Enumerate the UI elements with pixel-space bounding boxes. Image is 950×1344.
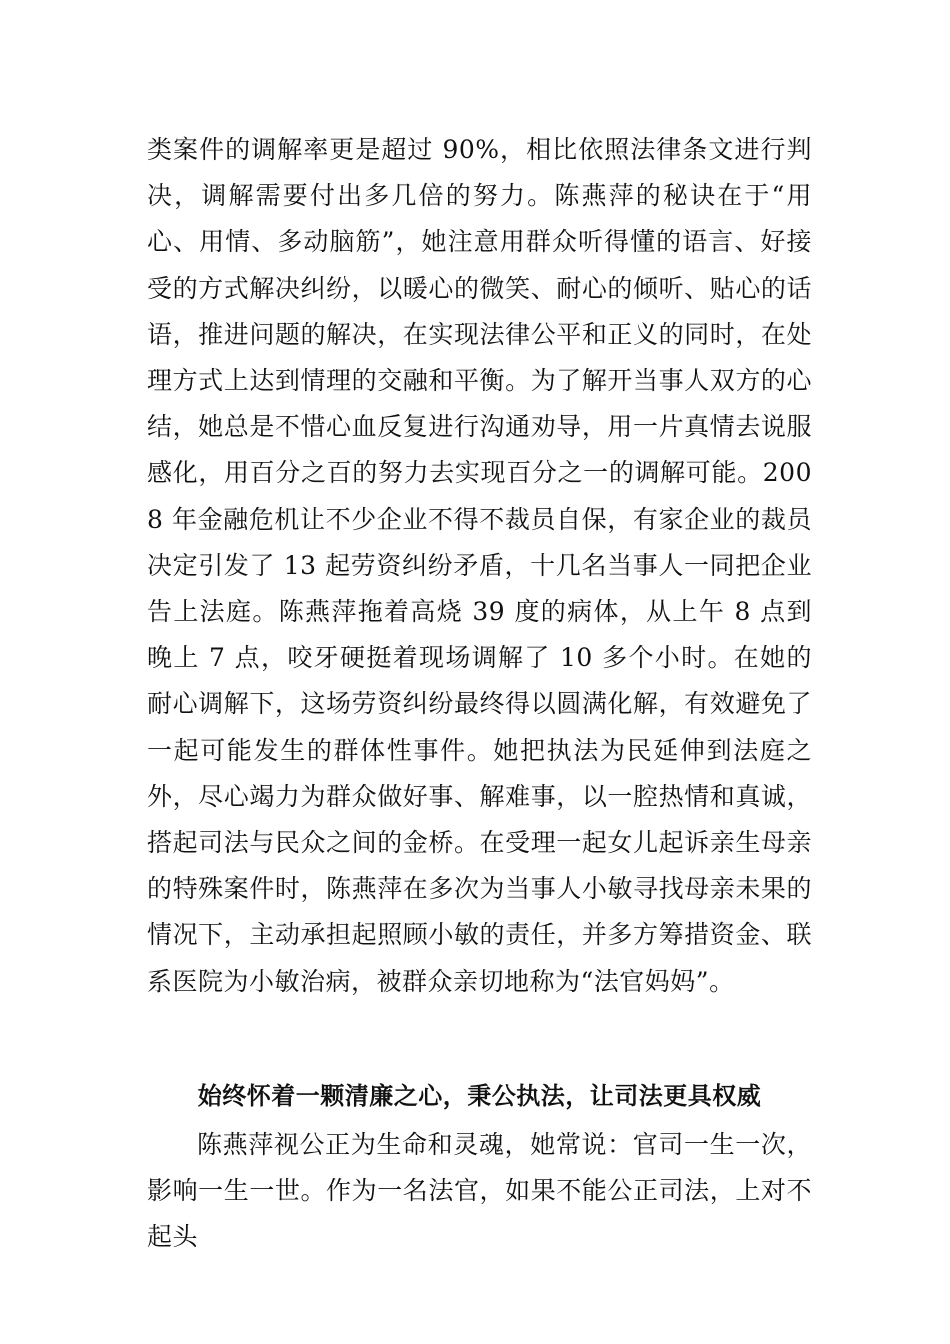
body-paragraph-2: 陈燕萍视公正为生命和灵魂，她常说：官司一生一次，影响一生一世。作为一名法官，如果不能公正司法，上对不起头: [147, 1130, 812, 1252]
body-paragraph-1: 类案件的调解率更是超过 90%，相比依照法律条文进行判决，调解需要付出多几倍的努力。陈燕萍的秘诀在于“用心、用情、多动脑筋”，她注意用群众听得懂的语言、好接受的方式解决纠纷，以暖心的微笑、耐心的倾听、贴心的话语，推进问题的解决，在实现法律公平和正义的同时，在处理方式上达到情理的交融和平衡。为了解开当事人双方的心结，她总是不惜心血反复进行沟通劝导，用一片真情去说服感化，用百分之百的努力去实现百分之一的调解可能。2008 年金融危机让不少企业不得不裁员自保，有家企业的裁员决定引发了 13 起劳资纠纷矛盾，十几名当事人一同把企业告上法庭。陈燕萍拖着高烧 39 度的病体，从上午 8 点到晚上 7 点，咬牙硬挺着现场调解了 10 多个小时。在她的耐心调解下，这场劳资纠纷最终得以圆满化解，有效避免了一起可能发生的群体性事件。她把执法为民延伸到法庭之外，尽心竭力为群众做好事、解难事，以一腔热情和真诚，搭起司法与民众之间的金桥。在受理一起女儿起诉亲生母亲的特殊案件时，陈燕萍在多次为当事人小敏寻找母亲未果的情况下，主动承担起照顾小敏的责任，并多方筹措资金、联系医院为小敏治病，被群众亲切地称为“法官妈妈”。: [147, 135, 812, 996]
section-heading: 始终怀着一颗清廉之心，秉公执法，让司法更具权威: [197, 1082, 762, 1110]
